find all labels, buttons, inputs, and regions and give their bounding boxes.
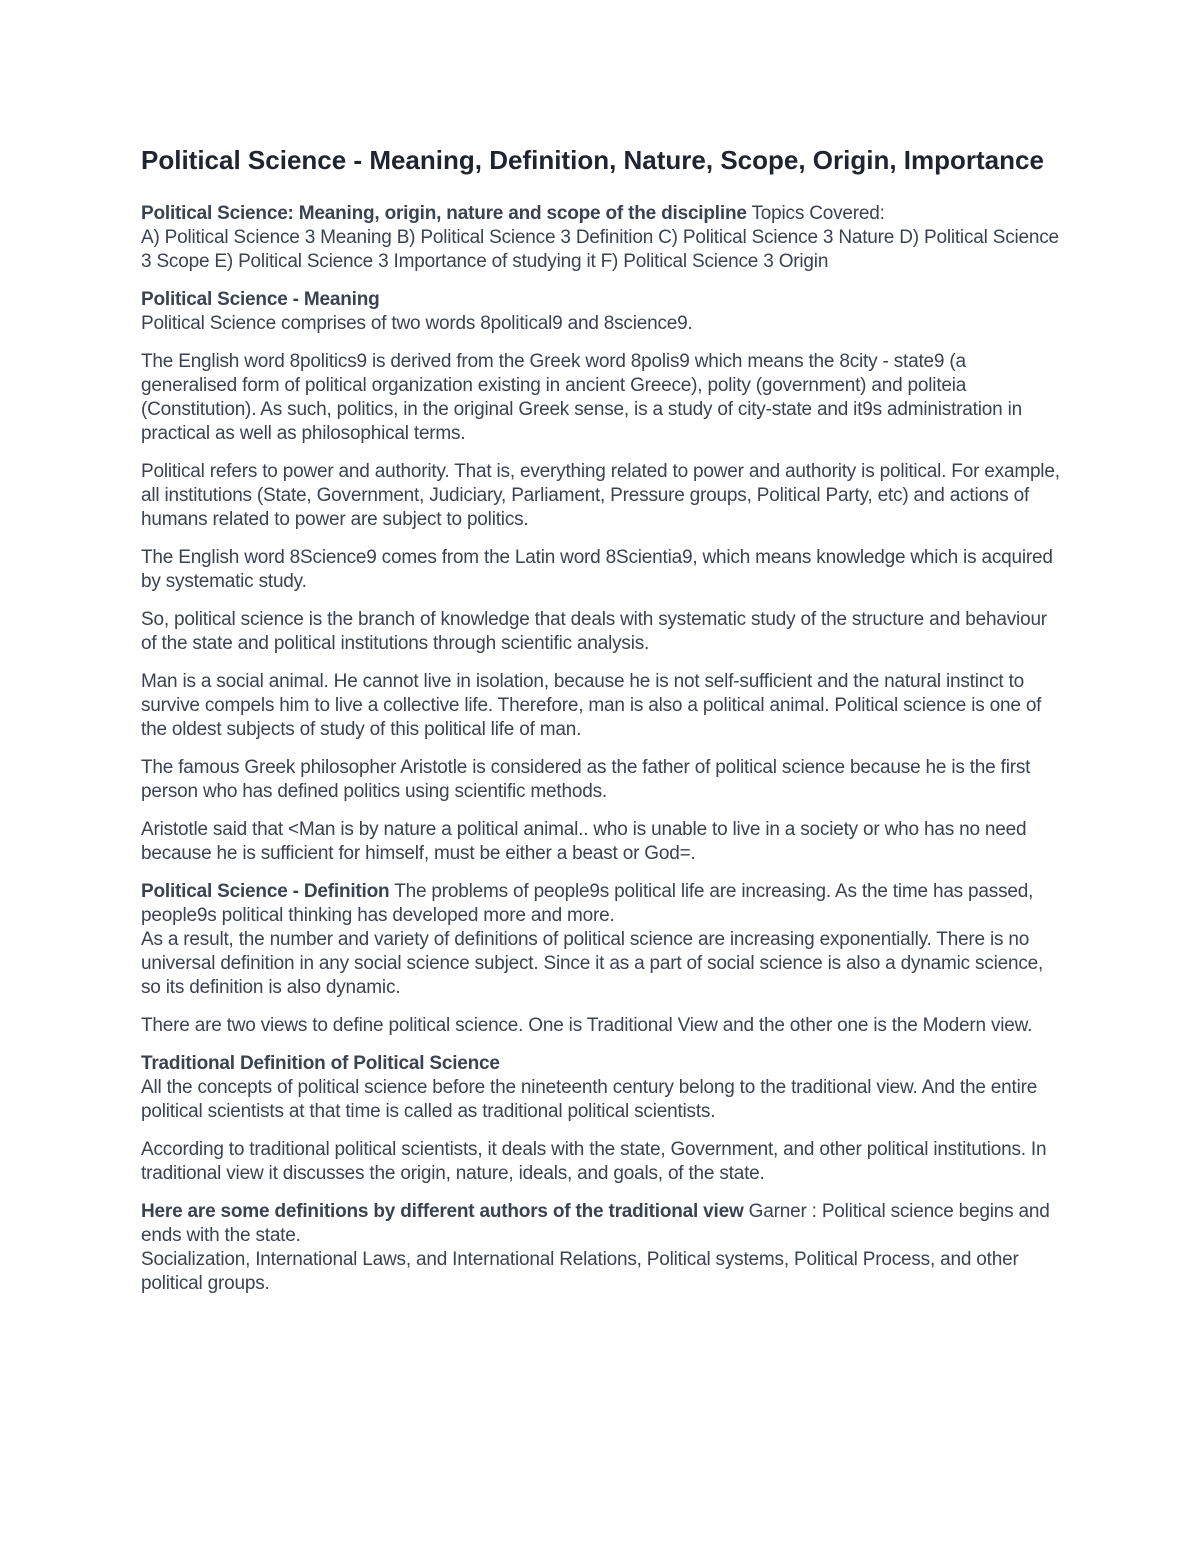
intro-topics: A) Political Science 3 Meaning B) Political Science 3 Definition C) Political Science 3 Nature D) Political Science 3 Scope E) Political Science 3 Importance of studying it F) Political Science 3 Origin xyxy=(141,227,1059,272)
authors-text-continued: Socialization, International Laws, and International Relations, Political systems, Political Process, and other political groups. xyxy=(141,1249,1019,1294)
intro-text: Topics Covered: xyxy=(751,203,885,224)
traditional-heading: Traditional Definition of Political Science xyxy=(141,1053,500,1074)
intro-paragraph xyxy=(141,202,1066,274)
definition-paragraph xyxy=(141,880,1066,1000)
traditional-text: All the concepts of political science before the nineteenth century belong to the traditional view. And the entire political scientists at that time is called as traditional political scientists. xyxy=(141,1077,1038,1122)
definition-heading: Political Science - Definition xyxy=(141,881,390,902)
authors-text: Garner : Political science begins and ends with the state. xyxy=(141,1201,1050,1246)
meaning-paragraph-quote: Aristotle said that <Man is by nature a political animal.. who is unable to live in a society or who has no need because he is sufficient for himself, must be either a beast or God=. xyxy=(141,819,1027,864)
meaning-paragraph-power: Political refers to power and authority. That is, everything related to power and authority is political. For example, all institutions (State, Government, Judiciary, Parliament, Pressure groups, Political Party, etc) and actions of humans related to power are subject to politics. xyxy=(141,461,1060,530)
document-page xyxy=(141,143,1066,1310)
traditional-state-paragraph: According to traditional political scientists, it deals with the state, Government, and other political institutions. In traditional view it discusses the origin, nature, ideals, and goals, of the state. xyxy=(141,1139,1047,1184)
meaning-paragraph-social-animal: Man is a social animal. He cannot live in isolation, because he is not self-sufficient and the natural instinct to survive compels him to live a collective life. Therefore, man is also a political animal. Political science is one of the oldest subjects of study of this political life of man. xyxy=(141,671,1042,740)
meaning-paragraph-science: The English word 8Science9 comes from the Latin word 8Scientia9, which means knowledge which is acquired by systematic study. xyxy=(141,547,1053,592)
intro-heading: Political Science: Meaning, origin, nature and scope of the discipline xyxy=(141,203,747,224)
document-title: Political Science - Meaning, Definition, Nature, Scope, Origin, Importance xyxy=(141,145,1044,175)
meaning-intro-paragraph xyxy=(141,288,1066,336)
meaning-heading: Political Science - Meaning xyxy=(141,289,380,310)
definition-views-paragraph: There are two views to define political science. One is Traditional View and the other one is the Modern view. xyxy=(141,1015,1033,1036)
definition-text-continued: As a result, the number and variety of definitions of political science are increasing exponentially. There is no universal definition in any social science subject. Since it as a part of social science is also a dynamic science, so its definition is also dynamic. xyxy=(141,929,1044,998)
authors-heading: Here are some definitions by different authors of the traditional view xyxy=(141,1201,744,1222)
traditional-paragraph xyxy=(141,1052,1066,1124)
meaning-paragraph-politics: The English word 8politics9 is derived from the Greek word 8polis9 which means the 8city - state9 (a generalised form of political organization existing in ancient Greece), polity (government) and politeia (Constitution). As such, politics, in the original Greek sense, is a study of city-state and it9s administration in practical as well as philosophical terms. xyxy=(141,351,1022,444)
meaning-text: Political Science comprises of two words 8political9 and 8science9. xyxy=(141,313,693,334)
meaning-paragraph-branch: So, political science is the branch of knowledge that deals with systematic study of the structure and behaviour of the state and political institutions through scientific analysis. xyxy=(141,609,1047,654)
definition-text: The problems of people9s political life are increasing. As the time has passed, people9s political thinking has developed more and more. xyxy=(141,881,1034,926)
authors-paragraph xyxy=(141,1200,1066,1296)
meaning-paragraph-aristotle: The famous Greek philosopher Aristotle is considered as the father of political science because he is the first person who has defined politics using scientific methods. xyxy=(141,757,1031,802)
